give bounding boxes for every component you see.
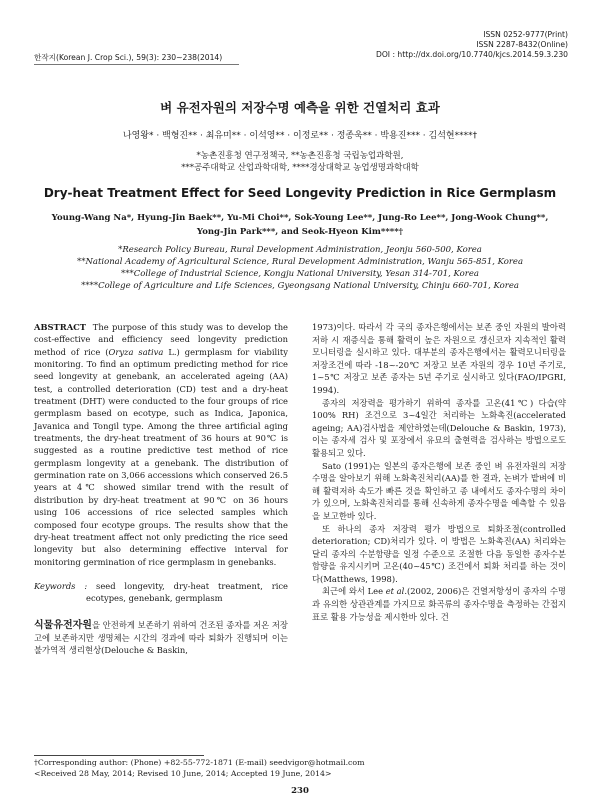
affiliation-en-line: **National Academy of Agricultural Science, Rural Development Administration, Wanju 565-851, Korea <box>76 257 524 267</box>
authors-en-line: Young-Wang Na*, Hyung-Jin Baek**, Yu-Mi Choi**, Sok-Young Lee**, Jung-Ro Lee**, Jong-Wook Chung**, <box>51 213 549 223</box>
body-paragraph: 또 하나의 종자 저장력 평가 방법으로 퇴화조절(controlled deterioration; CD)처리가 있다. 이 방법은 노화촉진(AA) 처리와는 달리 종자의 수분함량을 일정 수준으로 조절한 다음 동일한 종자수분함량을 유지시키며 고온(40~45℃) 조건에서 퇴화 처리를 하는 것이다(Matthews, 1998). <box>312 523 566 584</box>
keywords-label: Keywords : <box>34 580 88 591</box>
keywords-text: seed longevity, dry-heat treatment, rice ecotypes, genebank, germplasm <box>86 580 288 604</box>
body-text: (2002, 2006)은 건열저항성이 종자의 수명과 유의한 상관관계를 가지므로 화곡류의 종자수명을 측정하는 간접지표로 활용 가능성을 제시한바 있다. 건 <box>312 586 566 622</box>
corresponding-author: †Corresponding author: (Phone) +82-55-772-1871 (E-mail) seedvigor@hotmail.com <box>34 758 365 767</box>
affiliations-english <box>50 244 550 292</box>
abstract-label: ABSTRACT <box>34 322 87 332</box>
title-english: Dry-heat Treatment Effect for Seed Longevity Prediction in Rice Germplasm <box>43 186 557 200</box>
affiliation-en-line: ****College of Agriculture and Life Sciences, Gyeongsang National University, Chinju 660-701, Korea <box>81 281 519 291</box>
et-al: et al. <box>385 586 407 597</box>
species-name: Oryza sativa <box>108 346 164 357</box>
body-text: 최근에 와서 Lee <box>322 586 386 597</box>
affiliation-en-line: ***College of Industrial Science, Kongju National University, Yesan 314-701, Korea <box>121 269 479 279</box>
page-number: 230 <box>291 786 309 796</box>
intro-text: 을 안전하게 보존하기 위하여 건조된 종자를 저온 저장고에 보존하지만 생명체는 시간의 경과에 따라 퇴화가 진행되며 이는 불가역적 생리현상(Delouche & Baskin, <box>34 619 288 656</box>
doi-link[interactable]: DOI : http://dx.doi.org/10.7740/kjcs.2014.59.3.230 <box>375 50 568 59</box>
issn-online: ISSN 2287-8432(Online) <box>476 40 568 49</box>
authors-korean: 나영왕* · 백형진** · 최유미** · 이석영** · 이정로** · 정종욱** · 박용진*** · 김석현****† <box>122 131 478 141</box>
intro-paragraph <box>34 619 288 657</box>
abstract-text: The purpose of this study was to develop the cost-effective and efficiency seed longevity prediction method of rice ( <box>34 322 288 357</box>
body-paragraph: 종자의 저장력을 평가하기 위하여 종자를 고온(41℃) 다습(약 100% RH) 조건으로 3~4일간 처리하는 노화촉진(accelerated ageing; AA)검사법을 제안하였는데(Delouche & Baskin, 1973), 이는 종자세 검사 및 포장에서 유묘의 출현력을 검사하는 방법으로도 활용되고 있다. <box>312 397 566 458</box>
issn-doi-block <box>376 30 568 60</box>
affiliation-ko-line: ***공주대학교 산업과학대학, ****경상대학교 농업생명과학대학 <box>181 163 419 173</box>
body-paragraph <box>312 585 566 623</box>
body-paragraph: Sato (1991)는 일본의 종자은행에 보존 중인 벼 유전자원의 저장수명을 알아보기 위해 노화촉진처리(AA)를 한 결과, 논벼가 밭벼에 비해 활력저하 속도가 빠른 것을 확인하고 종 내에서도 종자수명의 차이가 있으며, 노화촉진처리를 통해 신속하게 종자수명을 예측할 수 있음을 보고한바 있다. <box>312 460 566 521</box>
affiliation-ko-line: *농촌진흥청 연구정책국, **농촌진흥청 국립농업과학원, <box>196 151 404 161</box>
header-divider <box>34 64 239 65</box>
keywords <box>34 580 288 605</box>
issn-print: ISSN 0252-9777(Print) <box>483 30 568 39</box>
abstract-text: L.) germplasm for viability monitoring. To find an optimum predicting method for rice seed longevity at genebank, an accelerated ageing (AA) test, a controlled deterioration (CD) test and a dry-heat treatment (DHT) were conducted to the four groups of rice germplasm based on ecotype, such as Indica, Japonica, Javanica and Tongil type. Among the three artificial aging treatments, the dry-heat treatment of 36 hours at 90℃ is suggested as a routine predictive test method of rice germplasm longevity at a genebank. The distribution of germination rate on 3,066 accessions which conserved 26.5 years at 4℃ showed similar trend with the result of distribution by dry-heat treatment at 90℃ on 36 hours using 106 accessions of rice selected samples which composed four ecotype groups. The results show that the dry-heat treatment affect not only predicting the rice seed longevity but also determining effective interval for monitoring germination of rice germplasm in genebanks. <box>34 346 288 567</box>
left-column <box>34 321 288 657</box>
affiliation-en-line: *Research Policy Bureau, Rural Development Administration, Jeonju 560-500, Korea <box>118 245 482 255</box>
right-column <box>312 321 566 623</box>
footnote <box>34 757 574 779</box>
journal-citation: 한작지(Korean J. Crop Sci.), 59(3): 230~238(2014) <box>34 53 223 62</box>
intro-lead: 식물유전자원 <box>34 619 92 631</box>
abstract <box>34 321 288 568</box>
footnote-divider <box>34 755 204 756</box>
body-paragraph: 1973)이다. 따라서 각 국의 종자은행에서는 보존 중인 자원의 발아력 저하 시 재증식을 통해 활력이 높은 자원으로 갱신코자 지속적인 활력모니터링을 실시하고 있다. 대부분의 종자은행에서는 활력모니터링을 저장조건에 따라 -18~-20℃ 저장고 보존 자원의 경우 10년 주기로, 1~5℃ 저장고 보존 종자는 5년 주기로 실시하고 있다(FAO/IPGRI, 1994). <box>312 322 566 395</box>
title-korean: 벼 유전자원의 저장수명 예측을 위한 건열처리 효과 <box>160 100 440 115</box>
authors-en-line: Yong-Jin Park***, and Seok-Hyeon Kim****† <box>196 227 404 237</box>
received-dates: <Received 28 May, 2014; Revised 10 June, 2014; Accepted 19 June, 2014> <box>34 769 332 778</box>
affiliations-korean <box>0 150 600 174</box>
authors-english <box>50 211 550 239</box>
